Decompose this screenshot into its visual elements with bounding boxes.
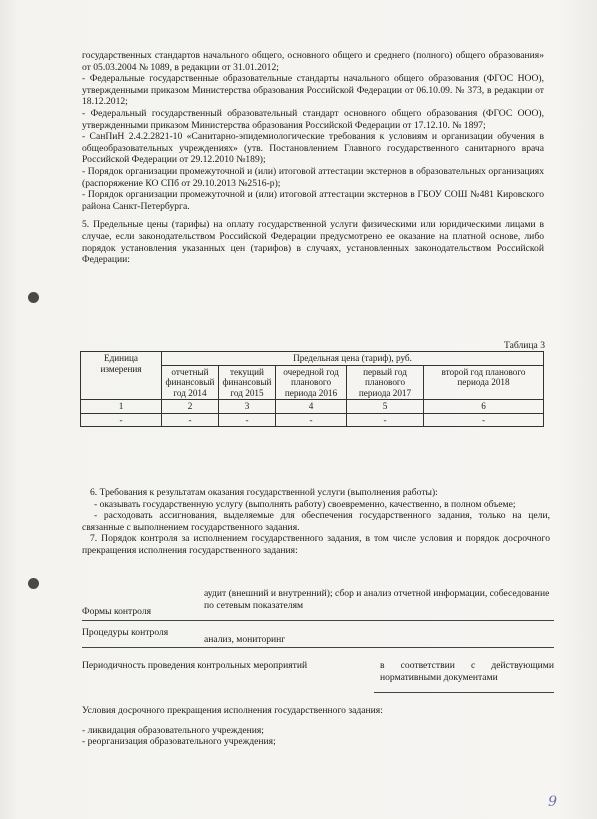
punch-hole-icon <box>28 292 39 303</box>
paragraph: государственных стандартов начального общего, основного общего и среднего (полного) общего образования» от 05.03.2004 № 1089, в редакции от 31.01.2012; <box>82 50 544 73</box>
section-5-text: 5. Предельные цены (тарифы) на оплату государственной услуги физическими или юридическими лицами в случае, если законодательством Российской Федерации предусмотрено ее оказание на платной основе, либо порядок установления указанных цен (тарифов) в случаях, установленных законодательством Российской Федерации: <box>82 219 544 266</box>
table-cell: - <box>81 413 162 427</box>
divider <box>82 647 554 648</box>
control-procedures-label: Процедуры контроля <box>82 627 169 638</box>
termination-title: Условия досрочного прекращения исполнения государственного задания: <box>82 705 383 716</box>
section-6-title: 6. Требования к результатам оказания государственной услуги (выполнения работы): <box>90 487 438 498</box>
table-cell: 4 <box>276 400 347 414</box>
paragraph: - Порядок организации промежуточной и (или) итоговой аттестации экстернов в образовательных организациях (распоряжение КО СПб от 29.10.2013 №2516-р); <box>82 165 544 189</box>
table-header-year: текущий финансовый год 2015 <box>219 365 276 400</box>
control-periodicity-label: Периодичность проведения контрольных мероприятий <box>82 660 308 671</box>
termination-item: - реорганизация образовательного учреждения; <box>82 736 276 748</box>
control-forms-label: Формы контроля <box>82 606 152 617</box>
table-cell: 5 <box>347 400 424 414</box>
control-procedures-value: анализ, мониторинг <box>204 634 286 645</box>
table-cell: 2 <box>162 400 219 414</box>
termination-item: - ликвидация образовательного учреждения; <box>82 724 264 736</box>
table-cell: - <box>219 413 276 427</box>
control-periodicity-value: в соответствии с действующими нормативными документами <box>380 660 554 683</box>
section-6-item: - расходовать ассигнования, выделяемые для обеспечения государственного задания, только на цели, связанные с выполнением государственного задания. <box>82 510 550 533</box>
table-cell: - <box>276 413 347 427</box>
table-header-year: второй год планового периода 2018 <box>424 365 544 400</box>
table-caption: Таблица 3 <box>503 340 545 351</box>
table-cell: 3 <box>219 400 276 414</box>
paragraph: - Порядок организации промежуточной и (или) итоговой аттестации экстернов в ГБОУ СОШ №481 Кировского района Санкт-Петербурга. <box>82 189 544 212</box>
page-number: 9 <box>548 794 557 810</box>
table-header-year: первый год планового периода 2017 <box>347 365 424 400</box>
divider <box>374 692 554 693</box>
paragraph: - Федеральные государственные образовательные стандарты начального общего образования (ФГОС НОО), утвержденными приказом Министерства образования Российской Федерации от 06.10.09. № 373, в редакции от 18.12.2012; <box>82 73 544 108</box>
punch-hole-icon <box>28 578 39 589</box>
control-forms-value: аудит (внешний и внутренний); сбор и анализ отчетной информации, собеседование по сетевым показателям <box>204 588 550 611</box>
table-header-year: очередной год планового периода 2016 <box>276 365 347 400</box>
table-cell: - <box>424 413 544 427</box>
section-6 <box>82 487 550 557</box>
table-cell: - <box>162 413 219 427</box>
body-text <box>82 50 544 266</box>
table-header-unit: Единица измерения <box>81 352 162 400</box>
divider <box>82 620 554 621</box>
table-header-year: отчетный финансовый год 2014 <box>162 365 219 400</box>
table-header-price: Предельная цена (тариф), руб. <box>162 352 544 366</box>
paragraph: - Федеральный государственный образовательный стандарт основного общего образования (ФГОС ООО), утвержденными приказом Министерства образования Российской Федерации от 17.12.10. № 1897; <box>82 107 544 131</box>
table-cell: 1 <box>81 400 162 414</box>
section-6-item: - оказывать государственную услугу (выполнять работу) своевременно, качественно, в полном объеме; <box>94 498 516 510</box>
paragraph: - СанПиН 2.4.2.2821-10 «Санитарно-эпидемиологические требования к условиям и организации обучения в общеобразовательных учреждениях» (утв. Постановлением Главного государственного санитарного врача Российской Федерации от 29.12.2010 №189); <box>82 131 544 166</box>
section-7-title: 7. Порядок контроля за исполнением государственного задания, в том числе условия и порядок досрочного прекращения исполнения государственного задания: <box>82 533 550 556</box>
price-table <box>80 351 544 427</box>
table-cell: 6 <box>424 400 544 414</box>
termination-section <box>82 705 550 748</box>
table-cell: - <box>347 413 424 427</box>
